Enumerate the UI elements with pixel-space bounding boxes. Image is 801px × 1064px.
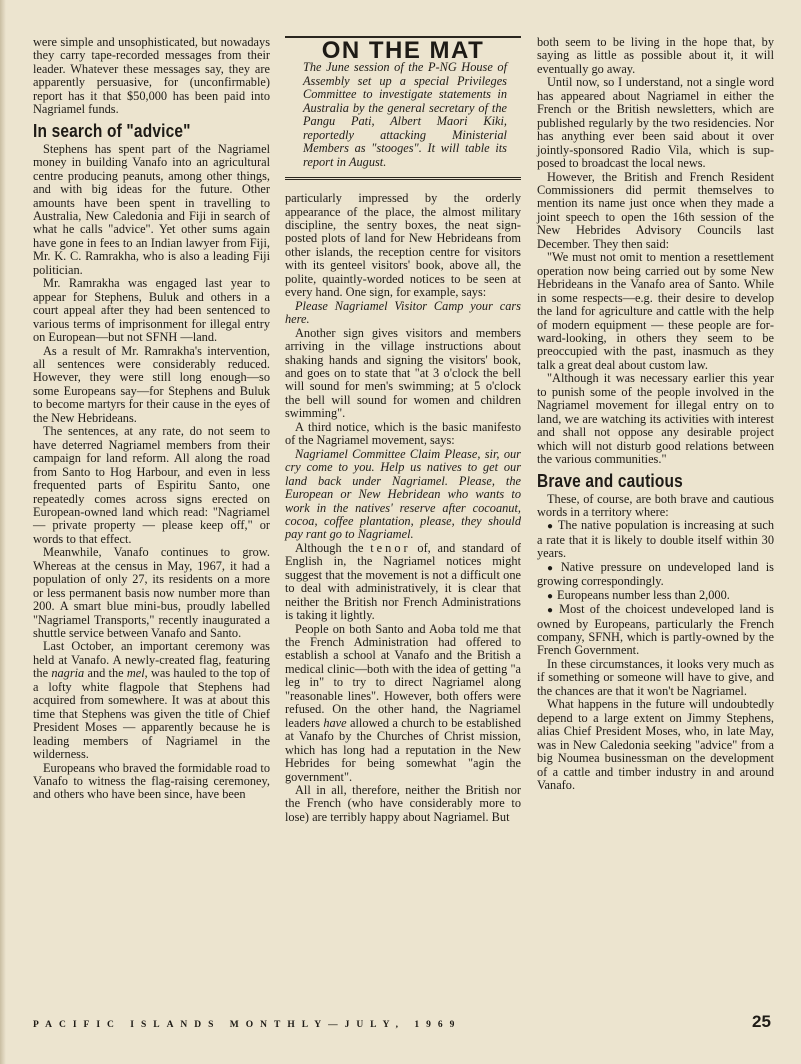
paragraph: Mr. Ramrakha was engaged last year to appear for Stephens, Buluk and others in a court appeal after they had been sentenced to various terms of imprisonment for illegal entry on European—but not SFNH —land. [33,276,270,345]
masthead-footer: PACIFIC ISLANDS MONTHLY—JULY, 1969 [33,1020,462,1030]
box-title: ON THE MAT [321,37,485,64]
bullet-icon: ● [547,521,554,533]
paragraph: Europeans who braved the formidable road to Vanafo to witness the flag-raising ceremoney, and others who have been since, have been [33,760,270,802]
bullet-icon: ● [547,605,556,617]
column-2 [285,36,521,824]
bullet-item: ● The native population is increasing at such a rate that it is likely to double itself within 30 years. [537,518,774,561]
paragraph: A third notice, which is the basic manifesto of the Nagriamel movement, says: [285,419,521,448]
paragraph: Another sign gives visitors and members arriving in the village instructions about shaking hands and signing the visitors' book, and goes on to state that "at 3 o'clock the bell will sound for men's swimming; at 5 o'clock the bell will sound for women and children swimming". [285,325,521,421]
sidebar-box-on-the-mat [285,36,521,180]
paragraph: particularly impressed by the orderly appearance of the place, the almost military discipline, the sentry boxes, the neat sign-posted plots of land for New Hebrideans from other islands, the reception centre for visitors with its genteel visitors' book, above all, the polite, quaintly-worded notices to be seen at every hand. One sign, for example, says: [285,191,521,300]
column-3 [537,36,774,792]
section-heading-advice: In search of "advice" [33,120,191,141]
paragraph: Last October, an important ceremony was held at Vanafo. A newly-created flag, featuring the nagria and the mel, was hauled to the top of a lofty white flagpole that Stephens had acquired from somewhere. It was at about this time that Stephens was given the title of Chief President Moses — apparently because he is leading members of Nagriamel in the wilderness. [33,639,270,762]
paragraph: The sentences, at any rate, do not seem to have deterred Nagriamel members from their campaign for land reform. All along the road from Santo to Hog Harbour, and even in less frequented parts of Espiritu Santo, one repeatedly comes across signs erected on European-owned land which read: "Nagriamel — private property — please keep off," or words to that effect. [33,424,270,546]
paragraph: However, the British and French Resident Commissioners did permit themselves to mention its name just once when they made a joint speech to open the 16th session of the New Hebrides Advisory Councils last December. They then said: [537,169,774,251]
paragraph: both seem to be living in the hope that, by saying as little as possible about it, it will eventually go away. [537,35,774,76]
paragraph: Until now, so I understand, not a single word has appeared about Nagriamel in either the French or the British newsletters, which are published regularly by the two residencies. Nor has anything ever been said about it over jointly-sponsored Radio Vila, which is supposed to broadcast the local news. [537,75,774,171]
paragraph: "We must not omit to mention a resettlement operation now being carried out by some New Hebrideans in the Vanafo area of Santo. While in some respects—e.g. their desire to develop the land for agriculture and cattle with the help of modern equipment — these people are forward-looking, in others they seem to be preoccupied with the past, inasmuch as they talk a great deal about custom law. [537,250,774,372]
bullet-icon: ● [547,590,554,602]
column-1 [33,36,270,802]
bullet-item: ● Most of the choicest undeveloped land is owned by Europeans, particularly the French company, SFNH, which is partly-owned by the French Government. [537,602,774,658]
paragraph: In these circumstances, it looks very much as if something or someone will have to give, and the chances are that it won't be Nagriamel. [537,656,774,698]
bullet-icon: ● [547,562,557,574]
paragraph: "Although it was necessary earlier this year to punish some of the people involved in the Nagriamel movement for illegal entry on to land, we are watching its activities with interest and shall not oppose any desirable project which will not disturb good relations between the various communities." [537,371,774,467]
bullet-item: ● Europeans number less than 2,000. [547,587,730,602]
box-text: The June session of the P-NG House of Assembly set up a special Privileges Committee to investigate statements in Australia by the general secretary of the Pangu Pati, Albert Maori Kiki, reportedly attacking Ministerial Members as "stooges". It will table its report in August. [303,60,507,169]
paragraph: All in all, therefore, neither the British nor the French (who have considerably more to lose) are terribly happy about Nagriamel. But [285,783,521,824]
section-heading-brave: Brave and cautious [537,470,683,491]
paragraph: People on both Santo and Aoba told me that the French Administration had offered to establish a school at Vanafo and the British a medical clinic—both with the idea of getting "a leg in" to try to direct Nagriamel along "reasonable lines". However, both offers were refused. On the other hand, the Nagriamel leaders have allowed a church to be established at Vanafo by the Churches of Christ mission, which has long had a reputation in the New Hebrides for being somewhat "agin the government". [285,621,521,784]
quoted-sign: Nagriamel Committee Claim Please, sir, our cry come to you. Help us natives to get our land back under Nagriamel. Please, the European or New Hebridean who wants to work in the natives' reserve after cocoanut, cocoa, coffee plantation, please, they should pay rant go to Nagriamel. [285,446,521,542]
paragraph: What happens in the future will undoubtedly depend to a large extent on Jimmy Stephens, alias Chief President Moses, who, in late May, was in New Caledonia seeking "advice" from a big Noumea businessman on the development of a cattle and timber industry in and around Vanafo. [537,697,774,793]
bullet-item: ● Native pressure on undeveloped land is growing correspondingly. [537,559,774,589]
paragraph: Although the tenor of, and standard of English in, the Nagriamel notices might suggest that the movement is not a difficult one to deal with administratively, it is clear that neither the British nor French Administrations is taking it lightly. [285,540,521,623]
paragraph: Stephens has spent part of the Nagriamel money in building Vanafo into an agricultural centre producing peanuts, among other things, and with big ideas for the future. Other amounts have been spent in travelling to Australia, New Caledonia and Fiji in search of what he calls "advice". Yet other sums again have gone in fees to an Indian lawyer from Fiji, Mr. K. C. Ramrakha, who is also a leading Fiji politician. [33,141,270,277]
page-binding-shadow [0,0,6,1064]
paragraph: These, of course, are both brave and cautious words in a territory where: [537,491,774,519]
quoted-sign: Please Nagriamel Visitor Camp your cars here. [285,298,521,327]
paragraph: were simple and unsophisticated, but nowadays they carry tape-recorded messages from their leader. Whatever these messages say, they are apparently persuasive, for (unconfirmable) report has it that $50,000 has been paid into Nagriamel funds. [33,35,270,117]
paragraph: Meanwhile, Vanafo continues to grow. Whereas at the census in May, 1967, it had a population of only 27, its residents on a more or less permanent basis now number more than 200. A smart blue mini-bus, proudly labelled "Nagriamel Transports," recently inaugurated a shuttle service between Vanafo and Santo. [33,545,270,641]
paragraph: As a result of Mr. Ramrakha's intervention, all sentences were considerably reduced. However, they were still long enough—so some Europeans say—for Stephens and Buluk to become martyrs for their cause in the eyes of the New Hebrideans. [33,343,270,425]
page-number: 25 [752,1012,771,1031]
